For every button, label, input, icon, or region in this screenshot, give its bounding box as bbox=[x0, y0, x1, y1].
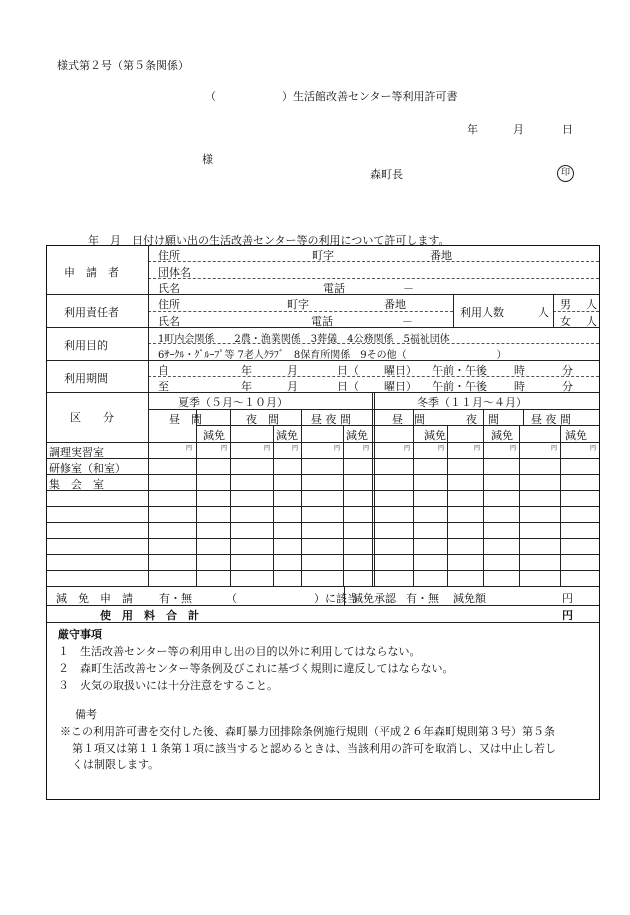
remark-line-2: 第１項又は第１１条第１項に該当すると認めるときは、当該利用の許可を取消し、又は中止し若し bbox=[72, 742, 556, 755]
period-from-day: 日（ bbox=[337, 364, 359, 377]
period-label: 利用期間 bbox=[64, 372, 108, 385]
exemption-apply-yes-no: 有・無 bbox=[159, 592, 192, 605]
room-training: 研修室（和室） bbox=[49, 462, 126, 475]
period-to-ampm: 午前・午後 bbox=[432, 380, 487, 393]
period-from-ampm: 午前・午後 bbox=[432, 364, 487, 377]
purpose-options-line1: 1町内会関係 2農・漁業関係 3葬儀 4公務関係 5福祉団体 bbox=[158, 334, 450, 345]
exemption-amount-label: 減免額 bbox=[453, 592, 486, 605]
applicant-label: 申 請 者 bbox=[64, 266, 119, 279]
note-item-2: ２ 森町生活改善センター等条例及びこれに基づく規則に違反してはならない。 bbox=[58, 662, 454, 675]
responsible-label: 利用責任者 bbox=[64, 306, 119, 319]
user-count-unit: 人 bbox=[538, 306, 549, 319]
yen-mark: 円 bbox=[590, 445, 597, 452]
note-item-3: ３ 火気の取扱いには十分注意をすること。 bbox=[58, 679, 278, 692]
summer-day-exempt: 減免 bbox=[203, 429, 225, 442]
applicant-phone-dash: － bbox=[403, 282, 414, 295]
winter-daynight-exempt: 減免 bbox=[565, 429, 587, 442]
yen-mark: 円 bbox=[474, 445, 481, 452]
intro-text: 年 月 日付け願い出の生活改善センター等の利用について許可します。 bbox=[88, 234, 450, 247]
yen-mark: 円 bbox=[221, 445, 228, 452]
responsible-name-label: 氏名 bbox=[158, 315, 180, 328]
applicant-banchi-label: 番地 bbox=[430, 249, 452, 262]
winter-night-exempt: 減免 bbox=[491, 429, 513, 442]
winter-day-header: 昼 間 bbox=[392, 413, 425, 426]
period-from-hour: 時 bbox=[514, 364, 525, 377]
issuer: 森町長 bbox=[370, 168, 403, 181]
yen-mark: 円 bbox=[510, 445, 517, 452]
responsible-phone-label: 電話 bbox=[311, 315, 333, 328]
period-to-month: 月 bbox=[287, 380, 298, 393]
period-to-day: 日（ bbox=[337, 380, 359, 393]
seal-icon: 印 bbox=[557, 165, 574, 182]
remark-line-1: ※この利用許可書を交付した後、森町暴力団排除条例施行規則（平成２６年森町規則第３号）第５条 bbox=[60, 725, 555, 738]
addressee-suffix: 様 bbox=[202, 153, 213, 166]
period-to-hour: 時 bbox=[514, 380, 525, 393]
summer-daynight-header: 昼 夜 間 bbox=[311, 413, 351, 426]
remarks-heading: 備考 bbox=[75, 708, 97, 721]
period-from-year: 年 bbox=[241, 364, 252, 377]
yen-mark: 円 bbox=[363, 445, 370, 452]
applicant-town-label: 町字 bbox=[312, 249, 334, 262]
date-month: 月 bbox=[513, 123, 524, 136]
document-title: （ ）生活館改善センター等利用許可書 bbox=[205, 90, 458, 103]
remark-line-3: くは制限します。 bbox=[72, 758, 160, 771]
exemption-amount-yen: 円 bbox=[562, 592, 573, 605]
yen-mark: 円 bbox=[551, 445, 558, 452]
yen-mark: 円 bbox=[264, 445, 271, 452]
female-unit: 人 bbox=[586, 315, 597, 328]
male-unit: 人 bbox=[586, 298, 597, 311]
total-fee-label: 使 用 料 合 計 bbox=[100, 609, 199, 622]
section-label: 区 分 bbox=[70, 411, 114, 424]
period-from: 自 bbox=[158, 364, 169, 377]
exemption-apply-label: 減 免 申 請 bbox=[56, 592, 133, 605]
winter-season-header: 冬季（１１月～４月） bbox=[417, 396, 527, 409]
period-to-year: 年 bbox=[241, 380, 252, 393]
purpose-label: 利用目的 bbox=[64, 339, 108, 352]
summer-night-header: 夜 間 bbox=[246, 413, 279, 426]
note-item-1: １ 生活改善センター等の利用申し出の目的以外に利用してはならない。 bbox=[58, 645, 421, 658]
responsible-town-label: 町字 bbox=[287, 298, 309, 311]
female-label: 女 bbox=[560, 315, 571, 328]
winter-night-header: 夜 間 bbox=[466, 413, 499, 426]
notes-heading: 厳守事項 bbox=[58, 628, 102, 641]
winter-daynight-header: 昼 夜 間 bbox=[531, 413, 571, 426]
date-day: 日 bbox=[562, 123, 573, 136]
yen-mark: 円 bbox=[186, 445, 193, 452]
exemption-applies-to: （ ）に該当 bbox=[226, 592, 358, 605]
applicant-address-label: 住所 bbox=[158, 249, 180, 262]
total-fee-yen: 円 bbox=[562, 609, 573, 622]
applicant-name-label: 氏名 bbox=[158, 282, 180, 295]
male-label: 男 bbox=[560, 298, 571, 311]
form-number: 様式第２号（第５条関係） bbox=[57, 59, 189, 72]
period-from-minute: 分 bbox=[562, 364, 573, 377]
room-assembly: 集 会 室 bbox=[49, 478, 104, 491]
yen-mark: 円 bbox=[438, 445, 445, 452]
winter-day-exempt: 減免 bbox=[424, 429, 446, 442]
yen-mark: 円 bbox=[404, 445, 411, 452]
exemption-approve-yes-no: 有・無 bbox=[406, 592, 439, 605]
user-count-label: 利用人数 bbox=[460, 306, 504, 319]
period-to: 至 bbox=[158, 380, 169, 393]
date-year: 年 bbox=[467, 123, 478, 136]
responsible-phone-dash: － bbox=[402, 315, 413, 328]
summer-day-header: 昼 間 bbox=[169, 413, 202, 426]
responsible-address-label: 住所 bbox=[158, 298, 180, 311]
yen-mark: 円 bbox=[334, 445, 341, 452]
period-from-weekday: 曜日） bbox=[384, 364, 417, 377]
summer-daynight-exempt: 減免 bbox=[346, 429, 368, 442]
period-to-minute: 分 bbox=[562, 380, 573, 393]
summer-night-exempt: 減免 bbox=[276, 429, 298, 442]
room-cooking: 調理実習室 bbox=[49, 446, 104, 459]
applicant-phone-label: 電話 bbox=[323, 282, 345, 295]
summer-season-header: 夏季（５月～１０月） bbox=[178, 396, 288, 409]
period-to-weekday: 曜日） bbox=[384, 380, 417, 393]
exemption-approve-label: 減免承認 bbox=[352, 592, 396, 605]
applicant-group-label: 団体名 bbox=[158, 266, 191, 279]
purpose-options-line2: 6ｻｰｸﾙ・ｸﾞﾙｰﾌﾟ等 7老人ｸﾗﾌﾞ 8保育所関係 9その他（ ） bbox=[158, 350, 507, 361]
yen-mark: 円 bbox=[292, 445, 299, 452]
period-from-month: 月 bbox=[287, 364, 298, 377]
responsible-banchi-label: 番地 bbox=[384, 298, 406, 311]
